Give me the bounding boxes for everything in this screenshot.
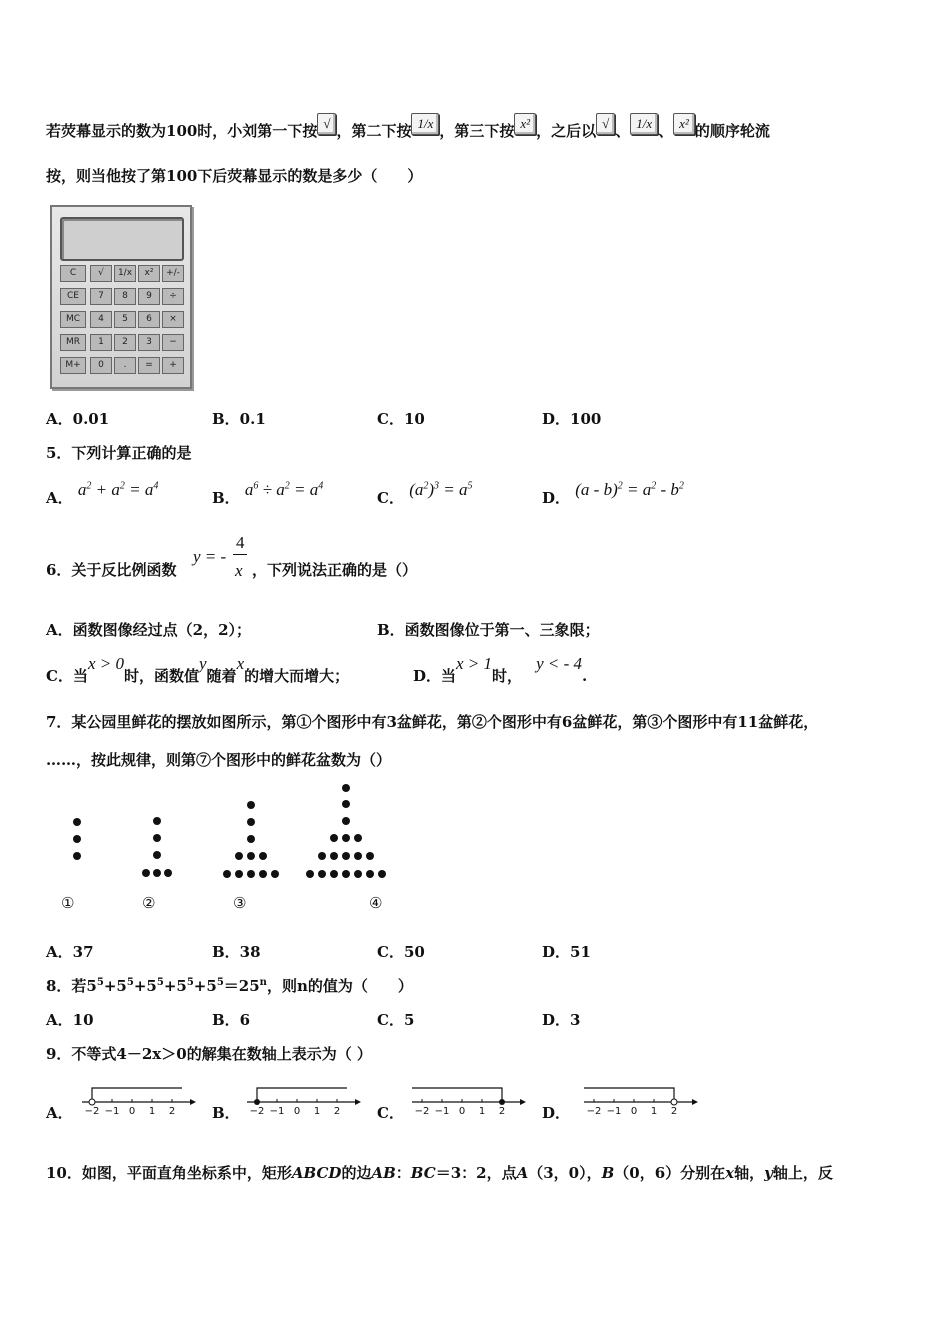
q5-option-d: [542, 480, 684, 508]
q4-option-a: A．0.01: [46, 410, 110, 428]
tick-label: −1: [434, 1106, 450, 1117]
q4-line2: 按，则当他按了第100下后荧幕显示的数是多少（ ）: [46, 167, 423, 185]
tick-label: 0: [458, 1106, 466, 1117]
number-line-svg: [580, 1076, 698, 1120]
figure-label-2: ②: [142, 894, 156, 912]
q7-option-b: B．38: [212, 943, 261, 961]
calc-key: 1/x: [114, 265, 136, 282]
flower-dot: [247, 835, 255, 843]
q6-func-y: y = -: [193, 547, 227, 566]
calc-key: ×: [162, 311, 184, 328]
q5-label-a: A．: [46, 489, 73, 507]
calc-key: 4: [90, 311, 112, 328]
flower-dot: [73, 835, 81, 843]
number-line-a: [78, 1076, 196, 1124]
tick-label: 1: [478, 1106, 486, 1117]
q6-option-b: B．函数图像位于第一、三象限；: [377, 621, 600, 639]
sqrt-key-icon: √: [317, 113, 336, 135]
q7-line1: 7．某公园里鲜花的摆放如图所示，第①个图形中有3盆鲜花，第②个图形中有6盆鲜花，第③个图形中有11盆鲜花，: [46, 713, 819, 731]
tick-label: −2: [84, 1106, 100, 1117]
flower-dot: [153, 817, 161, 825]
tick-label: 1: [148, 1106, 156, 1117]
number-line-d: [580, 1076, 698, 1124]
q4-text-e: 的顺序轮流: [694, 122, 770, 140]
solution-bracket: [412, 1088, 502, 1102]
tick-label: −2: [586, 1106, 602, 1117]
flower-dot: [354, 852, 362, 860]
q5-option-b: [212, 480, 324, 508]
flower-dot: [342, 870, 350, 878]
flower-dot: [342, 784, 350, 792]
flower-dot: [354, 870, 362, 878]
q9-title: 9．不等式4－2x＞0的解集在数轴上表示为（ ）: [46, 1045, 372, 1063]
axis-arrow: [355, 1099, 361, 1105]
q6-option-d: D．当x > 1时，y < - 4.: [413, 654, 588, 685]
tick-label: 2: [168, 1106, 176, 1117]
q7-option-c: C．50: [377, 943, 425, 961]
flower-dot: [366, 852, 374, 860]
calc-key: 1: [90, 334, 112, 351]
tick-label: 1: [313, 1106, 321, 1117]
q4-text-c: ，第三下按: [439, 122, 515, 140]
q8-title: 8．若$5^5+5^5+5^5+5^5+5^5=25^n$，则n的值为（ ）: [46, 977, 413, 995]
q8-option-d: D．3: [542, 1011, 581, 1029]
q5-formula-a: $a^2 + a^2 = a^4$: [77, 480, 159, 499]
q4-option-d: D．100: [542, 410, 602, 428]
calc-key: ÷: [162, 288, 184, 305]
axis-arrow: [190, 1099, 196, 1105]
square-key-icon-2: x²: [673, 113, 695, 135]
calc-key: +: [162, 357, 184, 374]
q5-formula-c: $(a^2)^3 = a^5$: [409, 480, 473, 499]
calculator-screen: [60, 217, 184, 261]
flower-dot: [153, 869, 161, 877]
q4-sep2: 、: [658, 122, 674, 140]
endpoint-open: [671, 1099, 677, 1105]
q6-func-den: x: [235, 561, 243, 580]
flower-dot: [73, 852, 81, 860]
flower-dot: [271, 870, 279, 878]
calc-key: 3: [138, 334, 160, 351]
flower-dot: [259, 870, 267, 878]
sqrt-key-icon-2: √: [596, 113, 615, 135]
calc-key: .: [114, 357, 136, 374]
figure-label-3: ③: [233, 894, 247, 912]
tick-label: −1: [269, 1106, 285, 1117]
flower-dot: [342, 852, 350, 860]
solution-bracket: [92, 1088, 182, 1102]
q5-title: 5．下列计算正确的是: [46, 444, 192, 462]
calc-key: 2: [114, 334, 136, 351]
flower-dot: [235, 870, 243, 878]
flower-dot: [247, 870, 255, 878]
figure-label-1: ①: [61, 894, 75, 912]
flower-dot: [342, 834, 350, 842]
calc-key: =: [138, 357, 160, 374]
flower-dot: [247, 801, 255, 809]
endpoint-closed: [254, 1099, 260, 1105]
calc-key: √: [90, 265, 112, 282]
tick-label: 2: [670, 1106, 678, 1117]
q4-text-b: ，第二下按: [336, 122, 412, 140]
flower-dot: [235, 852, 243, 860]
flower-dot: [247, 852, 255, 860]
number-line-b: [243, 1076, 361, 1124]
endpoint-open: [89, 1099, 95, 1105]
q5-label-c: C．: [377, 489, 404, 507]
flower-dot: [223, 870, 231, 878]
calc-key: 7: [90, 288, 112, 305]
tick-label: −1: [606, 1106, 622, 1117]
number-line-svg: [243, 1076, 361, 1120]
q6-option-a: A．函数图像经过点（2，2）；: [46, 621, 252, 639]
q5-label-b: B．: [212, 489, 240, 507]
flower-dot: [342, 817, 350, 825]
flower-dot: [259, 852, 267, 860]
calc-key: −: [162, 334, 184, 351]
flower-dot: [164, 869, 172, 877]
tick-label: 0: [293, 1106, 301, 1117]
q9-label-b: B．: [212, 1104, 240, 1122]
flower-dot: [342, 800, 350, 808]
q7-option-d: D．51: [542, 943, 591, 961]
flower-dot: [330, 852, 338, 860]
calc-key: MC: [60, 311, 86, 328]
flower-dot: [142, 869, 150, 877]
number-line-svg: [78, 1076, 196, 1120]
axis-arrow: [692, 1099, 698, 1105]
q7-line2: ……，按此规律，则第⑦个图形中的鲜花盆数为（）: [46, 751, 392, 769]
calc-key: 0: [90, 357, 112, 374]
flower-dot: [153, 851, 161, 859]
q6-func-num: 4: [236, 533, 245, 552]
square-key-icon: x²: [514, 113, 536, 135]
tick-label: 2: [333, 1106, 341, 1117]
flower-dot: [378, 870, 386, 878]
q9-label-c: C．: [377, 1104, 404, 1122]
q10-line1: 10．如图，平面直角坐标系中，矩形ABCD的边AB：BC＝3：2，点A（3，0），B（0，6）分别在x轴，y轴上，反: [46, 1164, 833, 1182]
calc-key: MR: [60, 334, 86, 351]
q6-fraction-bar: [233, 554, 247, 555]
flower-dot: [318, 852, 326, 860]
calc-key: 8: [114, 288, 136, 305]
q6-title-b: ，下列说法正确的是（）: [252, 561, 418, 579]
flower-dot: [354, 834, 362, 842]
calc-key: 9: [138, 288, 160, 305]
tick-label: 2: [498, 1106, 506, 1117]
solution-bracket: [257, 1088, 347, 1102]
q6-title-a: 6．关于反比例函数: [46, 561, 177, 579]
calculator-illustration: [50, 205, 192, 389]
q5-option-a: [46, 480, 159, 508]
flower-dot: [318, 870, 326, 878]
reciprocal-key-icon: 1/x: [411, 113, 439, 135]
endpoint-closed: [499, 1099, 505, 1105]
tick-label: 0: [630, 1106, 638, 1117]
q4-text-d: ，之后以: [536, 122, 597, 140]
calc-key: x²: [138, 265, 160, 282]
axis-arrow: [520, 1099, 526, 1105]
q6-option-c: C．当x > 0时，函数值y随着x的增大而增大；: [46, 654, 350, 685]
tick-label: −2: [249, 1106, 265, 1117]
tick-label: 0: [128, 1106, 136, 1117]
q5-option-c: [377, 480, 473, 508]
q4-sep1: 、: [615, 122, 631, 140]
q5-label-d: D．: [542, 489, 571, 507]
number-line-c: [408, 1076, 526, 1124]
tick-label: 1: [650, 1106, 658, 1117]
flower-dot: [153, 834, 161, 842]
flower-dot: [306, 870, 314, 878]
calc-key: 5: [114, 311, 136, 328]
flower-dot: [330, 834, 338, 842]
q9-label-a: A．: [46, 1104, 73, 1122]
q9-label-d: D．: [542, 1104, 571, 1122]
q4-line1: [46, 113, 770, 141]
solution-bracket: [584, 1088, 674, 1102]
calc-key: 6: [138, 311, 160, 328]
calc-key: +/-: [162, 265, 184, 282]
flower-dot: [247, 818, 255, 826]
q8-option-c: C．5: [377, 1011, 415, 1029]
calc-key: M+: [60, 357, 86, 374]
calc-key: C: [60, 265, 86, 282]
q4-option-c: C．10: [377, 410, 425, 428]
calc-key: CE: [60, 288, 86, 305]
figure-label-4: ④: [369, 894, 383, 912]
flower-dot: [330, 870, 338, 878]
q8-option-b: B．6: [212, 1011, 251, 1029]
q4-option-b: B．0.1: [212, 410, 266, 428]
q4-text-a: 若荧幕显示的数为100时，小刘第一下按: [46, 122, 318, 140]
reciprocal-key-icon-2: 1/x: [630, 113, 658, 135]
q7-option-a: A．37: [46, 943, 94, 961]
flower-dot: [366, 870, 374, 878]
q5-formula-d: $(a - b)^2 = a^2 - b^2$: [575, 480, 684, 499]
tick-label: −2: [414, 1106, 430, 1117]
q5-formula-b: $a^6 \div a^2 = a^4$: [244, 480, 324, 499]
flower-dot: [73, 818, 81, 826]
number-line-svg: [408, 1076, 526, 1120]
q8-option-a: A．10: [46, 1011, 94, 1029]
tick-label: −1: [104, 1106, 120, 1117]
